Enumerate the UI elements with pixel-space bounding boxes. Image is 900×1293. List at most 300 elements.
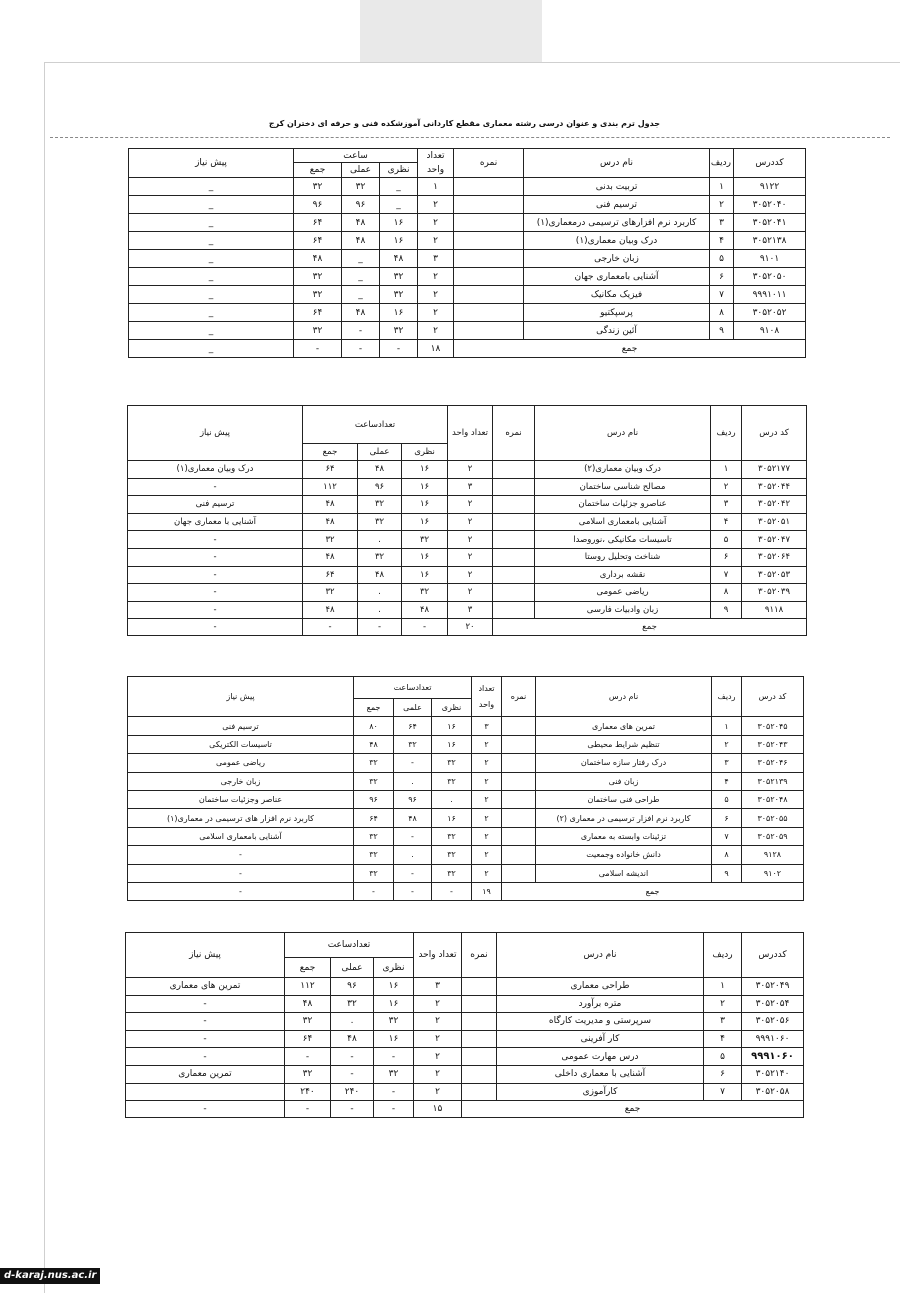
header-prereq: پیش نیاز <box>126 933 285 978</box>
course-row <box>128 809 804 827</box>
course-theory: . <box>432 790 472 808</box>
course-units: ۳ <box>472 717 502 735</box>
course-grade <box>462 978 497 996</box>
course-row: ۴ <box>704 1030 742 1048</box>
course-total: ۳۲ <box>354 754 394 772</box>
course-units: ۱ <box>418 178 454 196</box>
course-code: ۹۱۰۱ <box>734 250 806 268</box>
course-practical: ۳۲ <box>394 735 432 753</box>
course-row: ۳ <box>710 214 734 232</box>
course-practical: . <box>394 846 432 864</box>
course-grade <box>502 717 536 735</box>
header-grade: نمره <box>462 933 497 978</box>
course-total: ۳۲ <box>354 772 394 790</box>
course-theory: ۳۲ <box>432 827 472 845</box>
course-row: ۴ <box>711 513 742 531</box>
course-row <box>128 461 807 479</box>
course-row <box>126 1083 804 1101</box>
header-grade: نمره <box>493 406 535 461</box>
course-units: ۲ <box>418 322 454 340</box>
course-code: ۳۰۵۲۰۴۰ <box>734 196 806 214</box>
course-prereq: _ <box>129 178 294 196</box>
course-grade <box>502 864 536 882</box>
course-grade <box>493 566 535 584</box>
course-total: ۴۸ <box>303 496 358 514</box>
course-theory: ۴۸ <box>402 601 448 619</box>
course-grade <box>454 178 524 196</box>
sum-label: جمع <box>462 1101 804 1118</box>
term3-table <box>127 676 804 901</box>
course-theory: ۱۶ <box>402 478 448 496</box>
course-grade <box>502 846 536 864</box>
sum-total: - <box>303 619 358 636</box>
course-row <box>128 717 804 735</box>
course-name: ترسیم فنی <box>524 196 710 214</box>
course-grade <box>462 995 497 1013</box>
course-row: ۱ <box>704 978 742 996</box>
course-row <box>128 601 807 619</box>
course-row: ۷ <box>704 1083 742 1101</box>
course-name: فیزیک مکانیک <box>524 286 710 304</box>
header-theory: نظری <box>374 958 414 978</box>
course-row <box>128 496 807 514</box>
course-total: - <box>285 1048 331 1066</box>
course-grade <box>462 1083 497 1101</box>
sum-prereq: - <box>126 1101 285 1118</box>
course-row <box>126 978 804 996</box>
header-hours: تعدادساعت <box>354 677 472 699</box>
course-theory: ۱۶ <box>374 995 414 1013</box>
header-units: تعداد واحد <box>418 149 454 178</box>
course-name: زبان وادبیات فارسی <box>535 601 711 619</box>
header-practical: عملی <box>342 163 380 178</box>
course-prereq: - <box>128 548 303 566</box>
course-grade <box>454 322 524 340</box>
course-name: تمرین های معماری <box>536 717 712 735</box>
course-prereq: - <box>128 864 354 882</box>
course-row <box>126 1030 804 1048</box>
course-code: ۳۰۵۲۰۵۰ <box>734 268 806 286</box>
course-code: ۳۰۵۲۱۴۰ <box>742 1065 804 1083</box>
course-name: آشنایی با معماری داخلی <box>497 1065 704 1083</box>
term2-table <box>127 405 807 636</box>
course-name: نقشه برداری <box>535 566 711 584</box>
course-practical: ۳۲ <box>358 496 402 514</box>
course-row <box>128 864 804 882</box>
sum-prereq: - <box>128 882 354 900</box>
course-row <box>129 286 806 304</box>
course-theory: ۳۲ <box>402 531 448 549</box>
course-row <box>128 827 804 845</box>
sum-practical: - <box>342 340 380 358</box>
header-hours: تعدادساعت <box>285 933 414 958</box>
course-prereq: تمرین معماری <box>126 1065 285 1083</box>
tape-strip <box>360 0 542 63</box>
course-grade <box>454 304 524 322</box>
course-grade <box>493 601 535 619</box>
course-code: ۳۰۵۲۰۵۱ <box>742 513 807 531</box>
course-prereq: - <box>128 531 303 549</box>
course-total: ۳۲ <box>354 864 394 882</box>
course-code: ۳۰۵۲۰۴۹ <box>742 978 804 996</box>
course-theory: ۱۶ <box>380 304 418 322</box>
course-theory: ۳۲ <box>380 268 418 286</box>
header-total: جمع <box>303 444 358 461</box>
course-row: ۸ <box>710 304 734 322</box>
course-row: ۵ <box>704 1048 742 1066</box>
course-grade <box>493 496 535 514</box>
header-row: ردیف <box>704 933 742 978</box>
course-row: ۸ <box>712 846 742 864</box>
course-prereq: ریاضی عمومی <box>128 754 354 772</box>
course-grade <box>502 772 536 790</box>
course-prereq: _ <box>129 304 294 322</box>
sum-label: جمع <box>502 882 804 900</box>
course-total: ۴۸ <box>303 548 358 566</box>
course-row <box>129 304 806 322</box>
course-row <box>126 1013 804 1031</box>
course-units: ۲ <box>414 995 462 1013</box>
course-prereq: _ <box>129 232 294 250</box>
course-prereq: آشنایی بامعماری اسلامی <box>128 827 354 845</box>
course-code: ۳۰۵۲۰۴۴ <box>742 478 807 496</box>
site-footer: d-karaj.nus.ac.ir <box>0 1268 100 1284</box>
course-practical: ۳۲ <box>342 178 380 196</box>
course-total: ۳۲ <box>294 286 342 304</box>
course-practical: _ <box>342 268 380 286</box>
course-code: ۳۰۵۲۰۴۲ <box>742 496 807 514</box>
course-code: ۹۱۱۸ <box>742 601 807 619</box>
course-name: آئین زندگی <box>524 322 710 340</box>
course-units: ۳ <box>418 250 454 268</box>
sum-theory: - <box>380 340 418 358</box>
course-code: ۹۹۹۱۰۶۰ <box>742 1048 804 1066</box>
course-row <box>128 566 807 584</box>
course-code: ۹۹۹۱۰۱۱ <box>734 286 806 304</box>
header-name: نام درس <box>536 677 712 717</box>
header-row: ردیف <box>712 677 742 717</box>
course-name: متره برآورد <box>497 995 704 1013</box>
header-prereq: پیش نیاز <box>129 149 294 178</box>
course-row <box>126 995 804 1013</box>
course-code: ۳۰۵۲۰۴۱ <box>734 214 806 232</box>
course-units: ۲ <box>418 268 454 286</box>
course-row: ۵ <box>710 250 734 268</box>
course-row <box>128 772 804 790</box>
course-units: ۲ <box>472 735 502 753</box>
header-total: جمع <box>294 163 342 178</box>
course-theory: ۱۶ <box>380 232 418 250</box>
course-row: ۲ <box>711 478 742 496</box>
course-row: ۳ <box>712 754 742 772</box>
sum-units: ۱۸ <box>418 340 454 358</box>
header-theory: نظری <box>380 163 418 178</box>
course-prereq: - <box>128 478 303 496</box>
course-grade <box>462 1065 497 1083</box>
course-code: ۳۰۵۲۰۴۳ <box>742 735 804 753</box>
course-total: ۳۲ <box>303 584 358 602</box>
course-prereq: ترسیم فنی <box>128 496 303 514</box>
course-row <box>128 790 804 808</box>
course-practical: . <box>358 531 402 549</box>
course-prereq: تاسیسات الکتریکی <box>128 735 354 753</box>
page-title: جدول ترم بندی و عنوان درسی رشته معماری مقطع کاردانی آموزشکده فنی و حرفه ای دختران کرج <box>268 119 660 128</box>
course-prereq: _ <box>129 196 294 214</box>
course-prereq: درک وبیان معماری(۱) <box>128 461 303 479</box>
course-row <box>128 513 807 531</box>
course-prereq: - <box>126 1030 285 1048</box>
course-name: تاسیسات مکانیکی ،نوروصدا <box>535 531 711 549</box>
course-prereq: - <box>126 995 285 1013</box>
course-practical: - <box>394 864 432 882</box>
course-practical: ۴۸ <box>358 461 402 479</box>
course-grade <box>502 754 536 772</box>
course-theory: ۴۸ <box>380 250 418 268</box>
course-code: ۳۰۵۲۱۷۷ <box>742 461 807 479</box>
course-row: ۳ <box>704 1013 742 1031</box>
header-code: کد درس <box>742 406 807 461</box>
course-units: ۲ <box>418 304 454 322</box>
course-prereq <box>126 1083 285 1101</box>
sum-prereq: _ <box>129 340 294 358</box>
course-row: ۷ <box>712 827 742 845</box>
course-practical: ۴۸ <box>358 566 402 584</box>
sum-total: - <box>294 340 342 358</box>
course-total: ۴۸ <box>354 735 394 753</box>
course-practical: _ <box>342 250 380 268</box>
course-grade <box>493 513 535 531</box>
course-practical: - <box>331 1065 374 1083</box>
sum-total: - <box>354 882 394 900</box>
course-code: ۳۰۵۲۰۴۸ <box>742 790 804 808</box>
header-grade: نمره <box>454 149 524 178</box>
course-theory: ۱۶ <box>374 978 414 996</box>
course-theory: ۱۶ <box>432 735 472 753</box>
course-total: ۹۶ <box>354 790 394 808</box>
course-name: زبان خارجی <box>524 250 710 268</box>
course-theory: ۱۶ <box>402 496 448 514</box>
course-grade <box>462 1013 497 1031</box>
course-prereq: زبان خارجی <box>128 772 354 790</box>
course-row: ۶ <box>712 809 742 827</box>
course-units: ۲ <box>418 286 454 304</box>
course-theory: _ <box>380 178 418 196</box>
course-code: ۳۰۵۲۰۵۹ <box>742 827 804 845</box>
course-code: ۹۱۲۸ <box>742 846 804 864</box>
course-grade <box>454 286 524 304</box>
course-practical: ۹۶ <box>394 790 432 808</box>
course-units: ۲ <box>418 196 454 214</box>
course-units: ۲ <box>472 790 502 808</box>
course-code: ۳۰۵۲۰۴۷ <box>742 531 807 549</box>
header-total: جمع <box>285 958 331 978</box>
sum-label: جمع <box>454 340 806 358</box>
course-row <box>129 322 806 340</box>
course-total: ۳۲ <box>294 322 342 340</box>
course-practical: ۳۲ <box>358 548 402 566</box>
course-row: ۱ <box>712 717 742 735</box>
course-name: سرپرستی و مدیریت کارگاه <box>497 1013 704 1031</box>
header-code: کددرس <box>742 933 804 978</box>
course-grade <box>502 735 536 753</box>
course-code: ۳۰۵۲۰۶۴ <box>742 548 807 566</box>
course-total: ۱۱۲ <box>303 478 358 496</box>
course-row <box>129 250 806 268</box>
course-theory: ۱۶ <box>402 461 448 479</box>
course-name: کارآموزی <box>497 1083 704 1101</box>
course-total: ۶۴ <box>354 809 394 827</box>
course-row <box>128 531 807 549</box>
course-units: ۲ <box>448 548 493 566</box>
course-theory: ۱۶ <box>380 214 418 232</box>
course-total: ۴۸ <box>303 601 358 619</box>
course-name: درک وبیان معماری(۱) <box>524 232 710 250</box>
course-units: ۳ <box>448 601 493 619</box>
sum-total: - <box>285 1101 331 1118</box>
course-units: ۲ <box>418 232 454 250</box>
course-row: ۵ <box>712 790 742 808</box>
course-row <box>129 196 806 214</box>
course-grade <box>493 548 535 566</box>
course-name: کاربرد نرم افزارهای ترسیمی درمعماری(۱) <box>524 214 710 232</box>
course-row: ۸ <box>711 584 742 602</box>
course-prereq: ترسیم فنی <box>128 717 354 735</box>
course-grade <box>454 196 524 214</box>
course-row <box>128 754 804 772</box>
course-code: ۳۰۵۲۱۳۹ <box>742 772 804 790</box>
header-theory: نظری <box>402 444 448 461</box>
course-name: درک وبیان معماری(۲) <box>535 461 711 479</box>
course-practical: ۹۶ <box>358 478 402 496</box>
course-prereq: تمرین های معماری <box>126 978 285 996</box>
course-theory: ۳۲ <box>432 846 472 864</box>
course-theory: ۳۲ <box>432 772 472 790</box>
course-total: ۴۸ <box>285 995 331 1013</box>
course-row: ۴ <box>710 232 734 250</box>
course-practical: - <box>331 1048 374 1066</box>
course-row: ۱ <box>711 461 742 479</box>
course-row: ۴ <box>712 772 742 790</box>
course-total: ۳۲ <box>303 531 358 549</box>
course-theory: ۱۶ <box>374 1030 414 1048</box>
header-practical: عملی <box>358 444 402 461</box>
header-name: نام درس <box>535 406 711 461</box>
sum-practical: - <box>394 882 432 900</box>
course-total: ۴۸ <box>294 250 342 268</box>
course-prereq: - <box>128 601 303 619</box>
course-theory: ۱۶ <box>402 548 448 566</box>
course-units: ۳ <box>448 478 493 496</box>
course-row: ۶ <box>710 268 734 286</box>
course-row: ۶ <box>704 1065 742 1083</box>
course-name: طراحی معماری <box>497 978 704 996</box>
course-theory: _ <box>380 196 418 214</box>
course-units: ۲ <box>448 496 493 514</box>
course-units: ۲ <box>414 1048 462 1066</box>
course-units: ۲ <box>472 864 502 882</box>
course-name: تزئینات وابسته به معماری <box>536 827 712 845</box>
sum-practical: - <box>358 619 402 636</box>
course-units: ۲ <box>448 513 493 531</box>
course-row: ۹ <box>711 601 742 619</box>
course-prereq: - <box>126 1048 285 1066</box>
course-prereq: _ <box>129 214 294 232</box>
course-row: ۹ <box>712 864 742 882</box>
sum-practical: - <box>331 1101 374 1118</box>
course-theory: ۱۶ <box>402 566 448 584</box>
course-theory: ۳۲ <box>432 754 472 772</box>
course-practical: ۶۴ <box>394 717 432 735</box>
course-row <box>128 735 804 753</box>
course-code: ۳۰۵۲۰۵۲ <box>734 304 806 322</box>
course-row: ۶ <box>711 548 742 566</box>
course-prereq: آشنایی با معماری جهان <box>128 513 303 531</box>
term1-table <box>128 148 806 358</box>
course-total: ۱۱۲ <box>285 978 331 996</box>
sum-units: ۲۰ <box>448 619 493 636</box>
course-row <box>126 1048 804 1066</box>
term4-table <box>125 932 804 1118</box>
course-name: عناصرو جزئیات ساختمان <box>535 496 711 514</box>
header-practical: علمی <box>394 699 432 717</box>
course-total: ۳۲ <box>294 178 342 196</box>
course-code: ۳۰۵۲۰۴۵ <box>742 717 804 735</box>
course-code: ۳۰۵۲۰۵۵ <box>742 809 804 827</box>
course-row: ۱ <box>710 178 734 196</box>
course-name: تنظیم شرایط محیطی <box>536 735 712 753</box>
course-prereq: - <box>128 566 303 584</box>
course-practical: ۴۸ <box>394 809 432 827</box>
course-name: مصالح شناسی ساختمان <box>535 478 711 496</box>
course-name: زبان فنی <box>536 772 712 790</box>
course-prereq: _ <box>129 322 294 340</box>
course-total: ۶۴ <box>294 304 342 322</box>
course-grade <box>493 531 535 549</box>
header-name: نام درس <box>497 933 704 978</box>
course-code: ۹۱۰۸ <box>734 322 806 340</box>
course-prereq: کاربرد نرم افزار های ترسیمی در معماری(۱) <box>128 809 354 827</box>
course-row <box>128 846 804 864</box>
header-units: تعداد واحد <box>448 406 493 461</box>
course-name: ریاضی عمومی <box>535 584 711 602</box>
header-practical: عملی <box>331 958 374 978</box>
header-prereq: پیش نیاز <box>128 677 354 717</box>
course-grade <box>454 250 524 268</box>
course-row <box>129 232 806 250</box>
course-grade <box>462 1048 497 1066</box>
course-units: ۲ <box>448 566 493 584</box>
course-units: ۲ <box>472 827 502 845</box>
course-total: ۳۲ <box>354 846 394 864</box>
course-total: ۶۴ <box>303 461 358 479</box>
header-row: ردیف <box>711 406 742 461</box>
course-theory: ۳۲ <box>380 322 418 340</box>
course-practical: ۲۴۰ <box>331 1083 374 1101</box>
course-prereq: _ <box>129 268 294 286</box>
course-theory: ۱۶ <box>432 717 472 735</box>
course-code: ۳۰۵۲۰۵۶ <box>742 1013 804 1031</box>
course-practical: ۴۸ <box>342 232 380 250</box>
course-code: ۳۰۵۲۰۵۳ <box>742 566 807 584</box>
course-units: ۲ <box>448 584 493 602</box>
course-name: دانش خانواده وجمعیت <box>536 846 712 864</box>
course-total: ۶۴ <box>294 214 342 232</box>
course-grade <box>454 214 524 232</box>
course-name: اندیشه اسلامی <box>536 864 712 882</box>
course-practical: ۴۸ <box>342 304 380 322</box>
header-theory: نظری <box>432 699 472 717</box>
course-code: ۹۱۰۲ <box>742 864 804 882</box>
